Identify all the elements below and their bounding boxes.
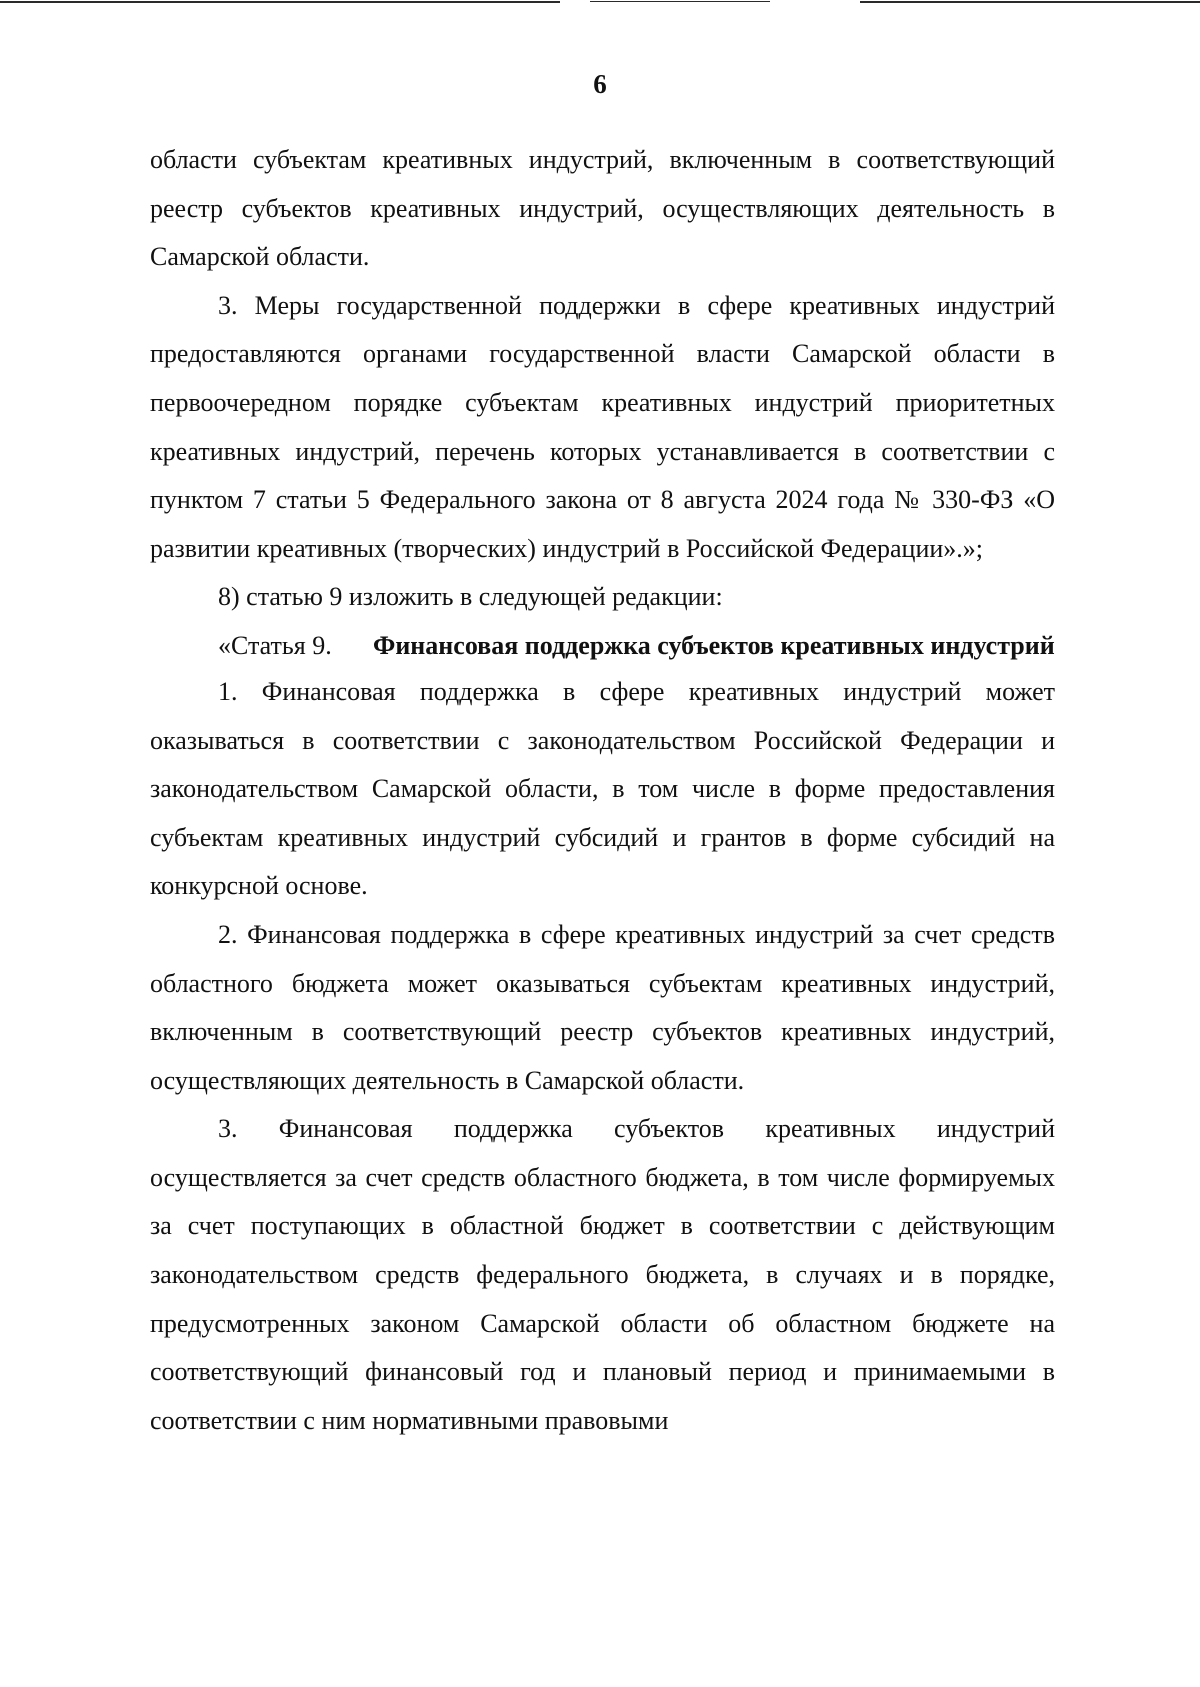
- article-paragraph-1: 1. Финансовая поддержка в сфере креативных индустрий может оказываться в соответствии с законодательством Российской Федерации и законодательством Самарской области, в том числе в форме предоставления субъектам креативных индустрий субсидий и грантов в форме субсидий на конкурсной основе.: [150, 676, 1055, 901]
- article-paragraph-2: 2. Финансовая поддержка в сфере креативных индустрий за счет средств областного бюджета может оказываться субъектам креативных индустрий, включенным в соответствующий реестр субъектов креативных индустрий, осуществляющих деятельность в Самарской области.: [150, 919, 1055, 1095]
- scan-edge-line: [0, 1, 560, 3]
- paragraph-continuation: области субъектам креативных индустрий, включенным в соответствующий реестр субъектов креативных индустрий, осуществляющих деятельность в Самарской области.: [150, 145, 1055, 272]
- scan-edge-line: [590, 1, 770, 2]
- article-label: «Статья 9.: [218, 630, 332, 660]
- scan-edge-artifact: [0, 0, 1200, 6]
- page-number: 6: [593, 69, 607, 99]
- document-body: [150, 136, 1055, 1445]
- paragraph-item-3: 3. Меры государственной поддержки в сфере креативных индустрий предоставляются органами государственной власти Самарской области в первоочередном порядке субъектам креативных индустрий приоритетных креативных индустрий, перечень которых устанавливается в соответствии с пунктом 7 статьи 5 Федерального закона от 8 августа 2024 года № 330-ФЗ «О развитии креативных (творческих) индустрий в Российской Федерации».»;: [150, 290, 1055, 563]
- article-title: Финансовая поддержка субъектов креативных индустрий: [373, 630, 1055, 660]
- article-paragraph-3: 3. Финансовая поддержка субъектов креативных индустрий осуществляется за счет средств областного бюджета, в том числе формируемых за счет поступающих в областной бюджет в соответствии с действующим законодательством средств федерального бюджета, в случаях и в порядке, предусмотренных законом Самарской области об областном бюджете на соответствующий финансовый год и плановый период и принимаемыми в соответствии с ним нормативными правовыми: [150, 1114, 1055, 1435]
- article-heading: [218, 622, 1055, 668]
- paragraph-amendment-8: 8) статью 9 изложить в следующей редакции:: [218, 582, 723, 612]
- scan-edge-line: [860, 1, 1200, 3]
